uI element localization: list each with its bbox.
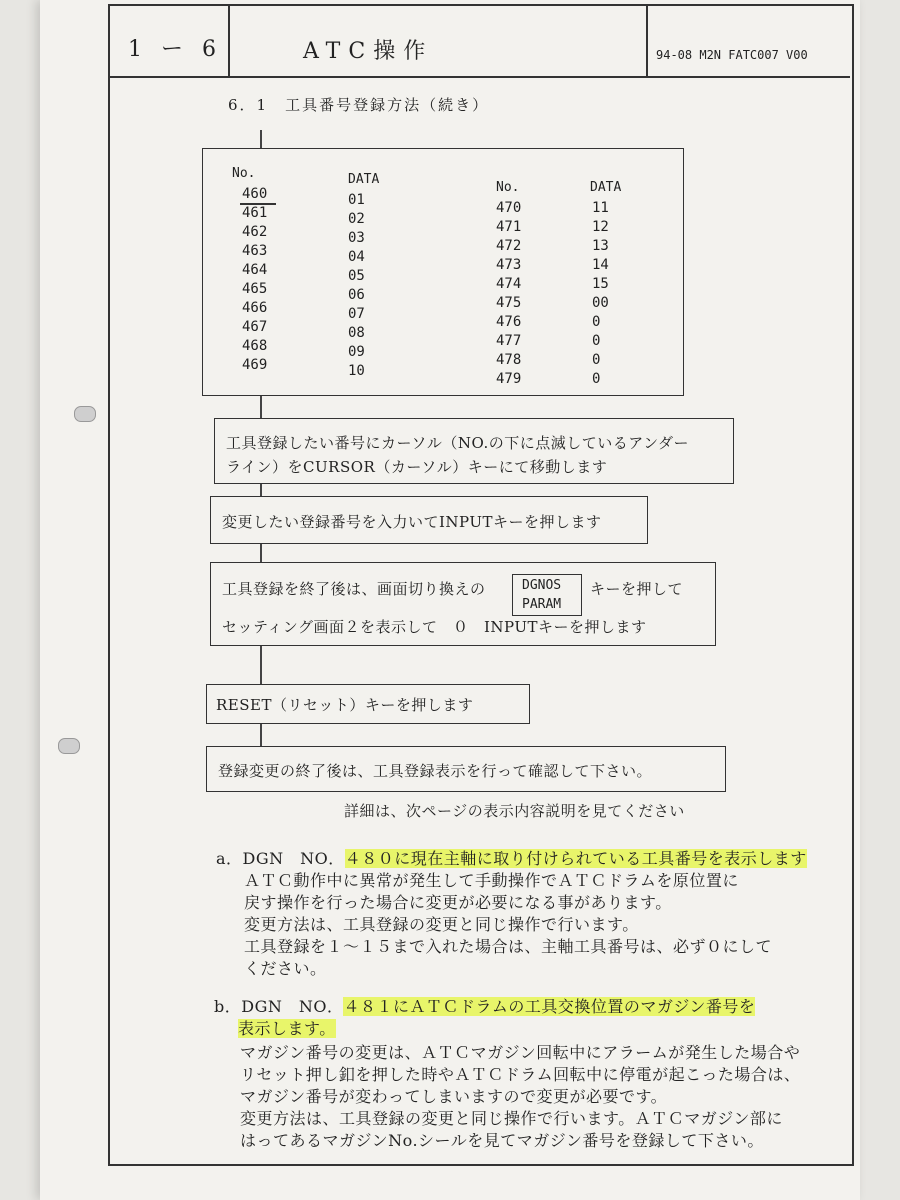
- step-text: キーを押して: [590, 580, 684, 598]
- table-cell-data: 04: [348, 249, 365, 265]
- key-label-param: PARAM: [522, 597, 562, 612]
- table-cell-no: 478: [496, 352, 522, 368]
- key-label-dgnos: DGNOS: [522, 578, 562, 593]
- table-cell-data: 12: [592, 219, 609, 235]
- document-code: 94-08 M2N FATC007 V00: [656, 48, 808, 62]
- table-header-no: No.: [232, 166, 256, 181]
- item-b-heading: [214, 994, 755, 1017]
- flow-connector: [260, 645, 262, 685]
- table-cell-no: 463: [242, 243, 268, 259]
- item-b-line: 変更方法は、工具登録の変更と同じ操作で行います。ＡＴＣマガジン部に: [240, 1109, 783, 1128]
- table-cell-data: 06: [348, 287, 365, 303]
- table-cell-data: 09: [348, 344, 365, 360]
- detail-note: 詳細は、次ページの表示内容説明を見てください: [344, 802, 685, 820]
- section-title: 6．1 工具番号登録方法（続き）: [228, 96, 490, 114]
- table-cell-no: 472: [496, 238, 522, 254]
- table-cell-data: 02: [348, 211, 365, 227]
- flow-connector: [260, 130, 262, 150]
- table-cell-data: 0: [592, 314, 601, 330]
- table-cell-no: 473: [496, 257, 522, 273]
- table-cell-no: 477: [496, 333, 522, 349]
- item-b-highlight: ４８１にＡＴＣドラムの工具交換位置のマガジン番号を: [343, 997, 756, 1016]
- item-a-line: 戻す操作を行った場合に変更が必要になる事があります。: [244, 893, 672, 912]
- table-header-no: No.: [496, 180, 520, 195]
- flow-connector: [260, 722, 262, 746]
- table-cell-no: 470: [496, 200, 522, 216]
- step-text: 変更したい登録番号を入力いてINPUTキーを押します: [222, 513, 602, 531]
- step-text: 登録変更の終了後は、工具登録表示を行って確認して下さい。: [218, 762, 653, 780]
- table-header-data: DATA: [348, 172, 380, 187]
- table-cell-data: 0: [592, 333, 601, 349]
- table-cell-no: 474: [496, 276, 522, 292]
- item-b-prefix: b．DGN NO．: [214, 997, 344, 1016]
- item-b-line: [238, 1016, 336, 1039]
- table-cell-no: 479: [496, 371, 522, 387]
- table-cell-no: 469: [242, 357, 268, 373]
- binder-ring-bottom: [58, 738, 80, 754]
- page-number: 1 ー 6: [128, 37, 222, 62]
- item-a-line: ください。: [244, 959, 327, 978]
- step-text: 工具登録したい番号にカーソル（NO.の下に点滅しているアンダー: [226, 434, 690, 452]
- table-cell-no: 460: [242, 186, 268, 202]
- item-a-highlight: ４８０に現在主軸に取り付けられている工具番号を表示します: [344, 849, 807, 868]
- item-a-line: 変更方法は、工具登録の変更と同じ操作で行います。: [244, 915, 639, 934]
- table-cell-no: 462: [242, 224, 268, 240]
- table-cell-no: 467: [242, 319, 268, 335]
- header-divider: [646, 4, 648, 76]
- table-cell-no: 465: [242, 281, 268, 297]
- step-text: RESET（リセット）キーを押します: [216, 696, 474, 714]
- table-cell-no: 476: [496, 314, 522, 330]
- table-cell-no: 475: [496, 295, 522, 311]
- page-title: ATC操作: [303, 39, 434, 64]
- table-cell-data: 00: [592, 295, 609, 311]
- table-cell-no: 464: [242, 262, 268, 278]
- item-b-line: リセット押し釦を押した時やＡＴＣドラム回転中に停電が起こった場合は、: [240, 1065, 801, 1084]
- table-cell-no: 461: [242, 205, 268, 221]
- item-a-heading: [216, 846, 807, 869]
- step-text: 工具登録を終了後は、画面切り換えの: [222, 580, 486, 598]
- binder-ring-top: [74, 406, 96, 422]
- table-cell-data: 03: [348, 230, 365, 246]
- table-cell-no: 468: [242, 338, 268, 354]
- flow-connector: [260, 392, 262, 420]
- item-a-line: 工具登録を１～１５まで入れた場合は、主軸工具番号は、必ず０にして: [244, 937, 773, 956]
- table-cell-data: 08: [348, 325, 365, 341]
- table-cell-data: 13: [592, 238, 609, 254]
- table-cell-data: 0: [592, 371, 601, 387]
- table-cell-data: 0: [592, 352, 601, 368]
- item-b-line: マガジン番号が変わってしまいますので変更が必要です。: [240, 1087, 668, 1106]
- table-cell-data: 07: [348, 306, 365, 322]
- header-row: [108, 4, 850, 78]
- table-cell-no: 466: [242, 300, 268, 316]
- table-cell-data: 11: [592, 200, 609, 216]
- item-b-highlight: 表示します。: [238, 1019, 336, 1038]
- item-a-line: ＡＴＣ動作中に異常が発生して手動操作でＡＴＣドラムを原位置に: [244, 871, 739, 890]
- step-text: ライン）をCURSOR（カーソル）キーにて移動します: [226, 458, 608, 476]
- header-divider: [228, 4, 230, 76]
- item-b-line: はってあるマガジンNo.シールを見てマガジン番号を登録して下さい。: [240, 1131, 764, 1150]
- item-a-prefix: a．DGN NO．: [216, 849, 345, 868]
- table-cell-data: 01: [348, 192, 365, 208]
- table-cell-data: 05: [348, 268, 365, 284]
- table-cell-data: 15: [592, 276, 609, 292]
- table-header-data: DATA: [590, 180, 622, 195]
- table-cell-data: 14: [592, 257, 609, 273]
- step-text: セッティング画面２を表示して ０ INPUTキーを押します: [222, 618, 647, 636]
- table-cell-no: 471: [496, 219, 522, 235]
- flow-connector: [260, 544, 262, 564]
- item-b-line: マガジン番号の変更は、ＡＴＣマガジン回転中にアラームが発生した場合や: [240, 1043, 801, 1062]
- table-cell-data: 10: [348, 363, 365, 379]
